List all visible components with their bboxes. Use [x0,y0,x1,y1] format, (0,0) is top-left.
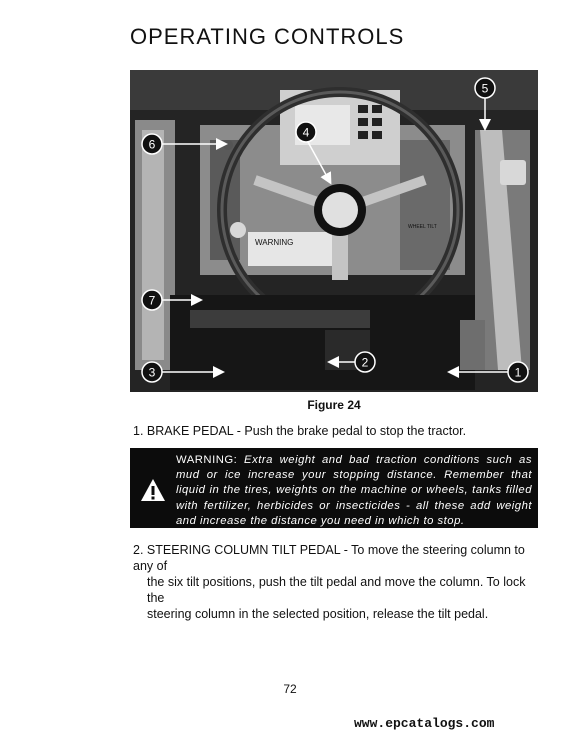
callout-4: 4 [302,125,310,140]
callout-3: 3 [148,365,156,380]
item-number: 1. [133,424,144,438]
warning-body: Extra weight and bad traction conditions such as mud or ice increase your stopping distance. Remember that liquid in the tires, weights on the machine or wheels, tanks filled with fertilizer, herbicides or insecticides - all these add weight and increase the distance you need in which to stop. [176,454,532,527]
tilt-label-text: WHEEL TILT [408,224,437,230]
callout-6: 6 [148,137,156,152]
warning-decal-text: WARNING [255,238,294,247]
item-number: 2. [133,543,144,557]
warning-box [130,448,538,528]
item-title: STEERING COLUMN TILT PEDAL [146,543,341,557]
warning-text [176,453,532,529]
callout-1: 1 [514,365,522,380]
dashboard-photo [130,70,538,392]
item-text: - To move the steering column to any of [133,543,525,573]
page-number: 72 [283,682,297,696]
warning-label: WARNING: [176,454,238,466]
figure-caption: Figure 24 [307,398,361,412]
warning-triangle-icon [140,478,166,502]
page-title: OPERATING CONTROLS [130,24,405,49]
callout-5: 5 [481,81,489,96]
item-title: BRAKE PEDAL [146,424,234,438]
watermark: www.epcatalogs.com [354,716,495,731]
item-steering-tilt-pedal [133,542,538,622]
dashboard-photo-drawing [130,70,538,392]
item-brake-pedal [133,423,543,439]
item-continuation-line: the six tilt positions, push the tilt pedal and move the column. To lock the [147,575,526,605]
callout-7: 7 [148,293,156,308]
callout-2: 2 [361,355,369,370]
item-continuation-line: steering column in the selected position, release the tilt pedal. [147,607,489,621]
item-text: - Push the brake pedal to stop the tractor. [233,424,467,438]
